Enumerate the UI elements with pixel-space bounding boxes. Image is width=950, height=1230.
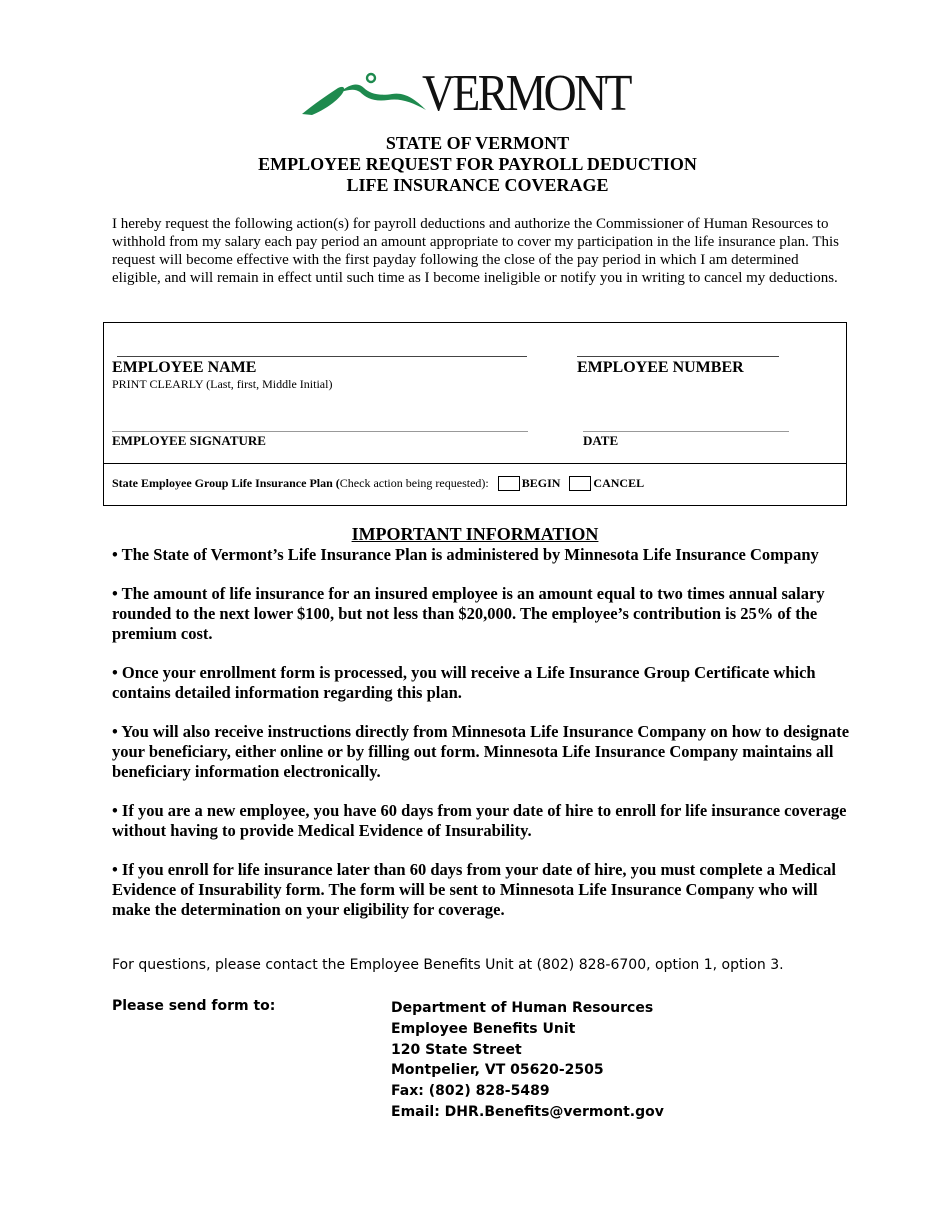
important-bullet: • The State of Vermont’s Life Insurance Plan is administered by Minnesota Life Insurance Company [112, 545, 819, 564]
employee-name-label: EMPLOYEE NAME [112, 359, 257, 376]
intro-paragraph: I hereby request the following action(s) for payroll deductions and authorize the Commissioner of Human Resources to withhold from my salary each pay period an amount appropriate to cover my participation in the life insurance plan. This request will become effective with the first payday following the close of the pay period in which I am determined eligible, and will remain in effect until such time as I become ineligible or notify you in writing to cancel my deductions. [112, 216, 840, 286]
title-line-2: EMPLOYEE REQUEST FOR PAYROLL DEDUCTION [258, 154, 697, 174]
contact-info: For questions, please contact the Employee Benefits Unit at (802) 828-6700, option 1, option 3. [112, 957, 784, 973]
employee-form-box [103, 322, 847, 506]
cancel-checkbox[interactable] [569, 476, 591, 491]
address-line: Department of Human Resources [391, 1000, 654, 1016]
important-bullet: • You will also receive instructions directly from Minnesota Life Insurance Company on how to designate your beneficiary, either online or by filling out form. Minnesota Life Insurance Company maintains all beneficiary information electronically. [112, 722, 850, 781]
signature-label: EMPLOYEE SIGNATURE [112, 433, 266, 448]
plan-hint: Check action being requested): [339, 476, 489, 490]
address-line: Montpelier, VT 05620-2505 [391, 1062, 604, 1079]
title-line-1: STATE OF VERMONT [385, 133, 570, 153]
important-bullet: • Once your enrollment form is processed, you will receive a Life Insurance Group Certificate which contains detailed information regarding this plan. [112, 663, 816, 702]
logo-wordmark: VERMONT [422, 65, 630, 122]
important-bullet: • If you enroll for life insurance later than 60 days from your date of hire, you must complete a Medical Evidence of Insurability form. The form will be sent to Minnesota Life Insurance Company who will make the determination on your eligibility for coverage. [112, 860, 836, 919]
date-label: DATE [583, 433, 619, 448]
address-email[interactable]: Email: DHR.Benefits@vermont.gov [391, 1103, 664, 1120]
address-line: Employee Benefits Unit [391, 1020, 576, 1037]
date-line[interactable] [583, 431, 789, 432]
form-divider [104, 463, 846, 464]
important-list [112, 545, 852, 939]
employee-number-line[interactable] [577, 356, 779, 357]
employee-number-label: EMPLOYEE NUMBER [577, 359, 744, 376]
document-title [0, 133, 950, 196]
address-line: 120 State Street [391, 1041, 522, 1058]
important-bullet: • The amount of life insurance for an insured employee is an amount equal to two times annual salary rounded to the next lower $100, but not less than $20,000. The employee’s contribution is 25% of the premium cost. [112, 584, 825, 643]
send-to-label: Please send form to: [112, 998, 276, 1014]
important-heading: IMPORTANT INFORMATION [351, 524, 599, 544]
mountain-logo-icon [300, 70, 430, 120]
mailing-address [391, 998, 664, 1123]
employee-name-line[interactable] [117, 356, 527, 357]
signature-line[interactable] [112, 431, 528, 432]
vermont-logo [300, 65, 640, 122]
begin-label: BEGIN [521, 476, 561, 490]
begin-checkbox[interactable] [498, 476, 520, 491]
important-bullet: • If you are a new employee, you have 60 days from your date of hire to enroll for life insurance coverage without having to provide Medical Evidence of Insurability. [112, 801, 847, 840]
employee-name-hint: PRINT CLEARLY (Last, first, Middle Initial) [112, 377, 333, 391]
plan-row [112, 476, 644, 491]
plan-label: State Employee Group Life Insurance Plan ( [112, 476, 340, 490]
address-line: Fax: (802) 828-5489 [391, 1083, 550, 1100]
cancel-label: CANCEL [593, 476, 645, 490]
title-line-3: LIFE INSURANCE COVERAGE [346, 175, 609, 195]
